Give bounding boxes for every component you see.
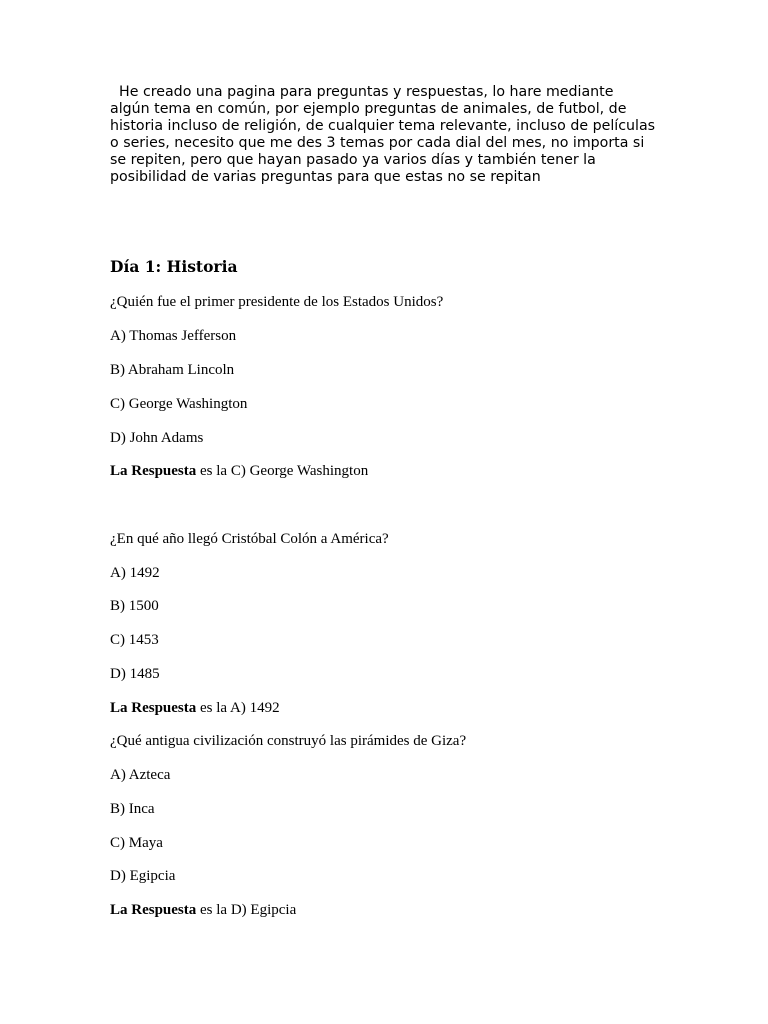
question-2-option-c: C) 1453 [110, 632, 159, 648]
question-3-option-c: C) Maya [110, 835, 163, 851]
answer-value: es la C) George Washington [196, 463, 369, 479]
question-3-option-d: D) Egipcia [110, 868, 176, 884]
question-3-option-a: A) Azteca [110, 767, 171, 783]
question-1-option-b: B) Abraham Lincoln [110, 362, 235, 378]
question-1-option-a: A) Thomas Jefferson [110, 328, 237, 344]
answer-label: La Respuesta [110, 463, 197, 479]
section-title: Día 1: Historia [110, 257, 238, 276]
question-2-answer [110, 699, 280, 717]
answer-value: es la D) Egipcia [196, 902, 297, 918]
intro-paragraph: He creado una pagina para preguntas y respuestas, lo hare mediante algún tema en común, por ejemplo preguntas de animales, de futbol, de historia incluso de religión, de cualquier tema relevante, incluso de películas o series, necesito que me des 3 temas por cada dial del mes, no importa si se repiten, pero que hayan pasado ya varios días y también tener la posibilidad de varias preguntas para que estas no se repitan [110, 84, 656, 185]
question-1-option-c: C) George Washington [110, 396, 248, 412]
answer-label: La Respuesta [110, 902, 197, 918]
question-2-option-d: D) 1485 [110, 666, 160, 682]
question-1-answer [110, 462, 368, 480]
question-2-option-b: B) 1500 [110, 598, 159, 614]
question-3-text: ¿Qué antigua civilización construyó las pirámides de Giza? [110, 733, 467, 749]
question-3-option-b: B) Inca [110, 801, 155, 817]
question-1-text: ¿Quién fue el primer presidente de los Estados Unidos? [110, 294, 444, 310]
question-2-option-a: A) 1492 [110, 565, 160, 581]
question-2-text: ¿En qué año llegó Cristóbal Colón a América? [110, 531, 389, 547]
question-3-answer [110, 901, 296, 919]
answer-label: La Respuesta [110, 700, 197, 716]
question-1-option-d: D) John Adams [110, 430, 204, 446]
answer-value: es la A) 1492 [196, 700, 280, 716]
